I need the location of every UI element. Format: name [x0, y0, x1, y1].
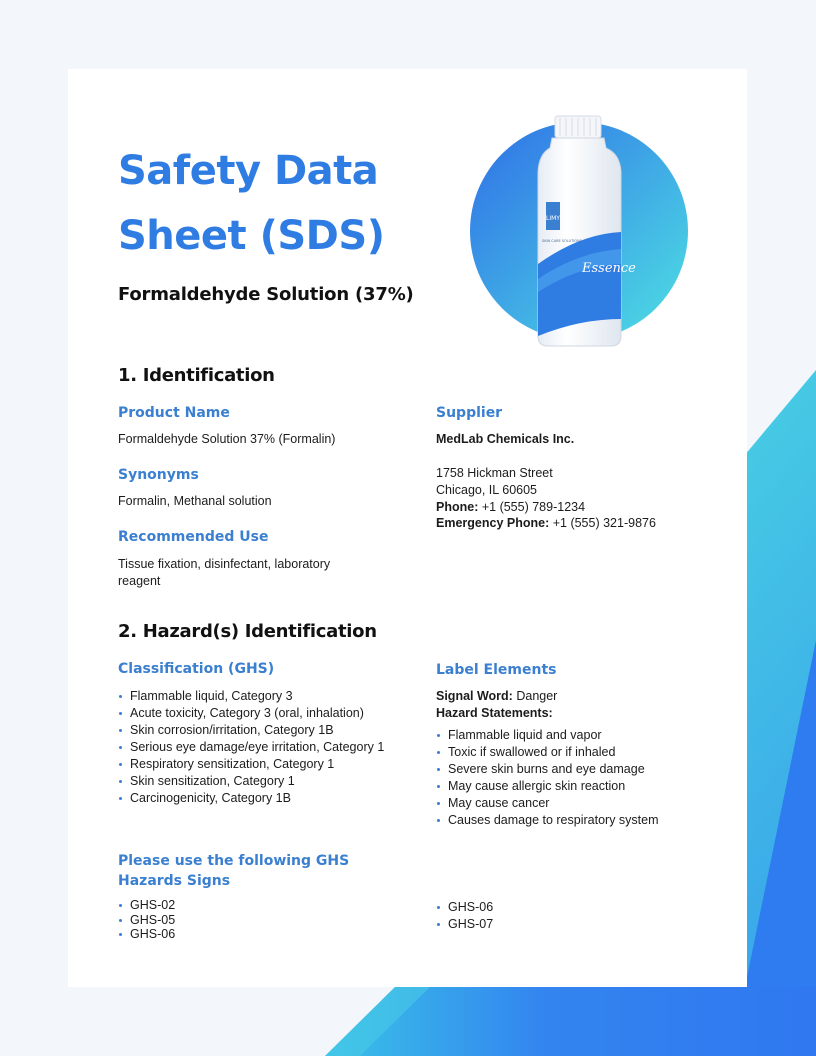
signal-word [436, 688, 557, 705]
chemical-bottle-image [470, 114, 692, 349]
classification-label: Classification (GHS) [118, 661, 275, 677]
sds-document-card [68, 69, 747, 987]
list-item: GHS-06 [436, 899, 493, 916]
supplier-label: Supplier [436, 405, 503, 421]
page-title: Safety Data Sheet (SDS) [118, 148, 385, 259]
label-elements-label: Label Elements [436, 662, 557, 678]
list-item: GHS-07 [436, 916, 493, 933]
signal-word-label: Signal Word: [436, 689, 513, 703]
section-hazards-heading: 2. Hazard(s) Identification [118, 621, 377, 642]
supplier-address-line2: Chicago, IL 60605 [436, 483, 538, 497]
list-item: GHS-02 [118, 898, 175, 913]
bottle-small-text: SKIN CARE SOLUTIONS [542, 239, 582, 243]
list-item: Carcinogenicity, Category 1B [118, 790, 388, 807]
bottle-brand-script: Essence [582, 261, 636, 276]
hazard-statements-label: Hazard Statements: [436, 706, 553, 720]
supplier-phone [436, 499, 585, 516]
ghs-signs-left-list [118, 898, 175, 942]
product-name-value: Formaldehyde Solution 37% (Formalin) [118, 432, 336, 446]
bottle-logo-text: LIMY [546, 215, 560, 222]
supplier-name: MedLab Chemicals Inc. [436, 432, 575, 446]
list-item: May cause cancer [436, 795, 716, 812]
section-identification-heading: 1. Identification [118, 365, 275, 386]
phone-value: +1 (555) 789-1234 [481, 500, 586, 514]
list-item: GHS-05 [118, 913, 175, 928]
emergency-phone-label: Emergency Phone: [436, 516, 550, 530]
list-item: Flammable liquid, Category 3 [118, 688, 388, 705]
phone-label: Phone: [436, 500, 479, 514]
supplier-emergency-phone [436, 515, 656, 532]
ghs-signs-right-list [436, 899, 493, 933]
hazard-statements-list [436, 727, 716, 829]
list-item: Flammable liquid and vapor [436, 727, 716, 744]
list-item: Skin corrosion/irritation, Category 1B [118, 722, 388, 739]
recommended-use-label: Recommended Use [118, 529, 269, 545]
list-item: Skin sensitization, Category 1 [118, 773, 388, 790]
product-name-label: Product Name [118, 405, 230, 421]
signal-word-value: Danger [516, 689, 558, 703]
supplier-address-line1: 1758 Hickman Street [436, 466, 553, 480]
emergency-phone-value: +1 (555) 321-9876 [552, 516, 656, 530]
list-item: Serious eye damage/eye irritation, Category 1 [118, 739, 388, 756]
list-item: Acute toxicity, Category 3 (oral, inhalation) [118, 705, 388, 722]
list-item: Severe skin burns and eye damage [436, 761, 716, 778]
synonyms-value: Formalin, Methanal solution [118, 494, 272, 508]
list-item: Toxic if swallowed or if inhaled [436, 744, 716, 761]
classification-list [118, 688, 388, 807]
recommended-use-value: Tissue fixation, disinfectant, laboratory reagent [118, 557, 331, 588]
list-item: Causes damage to respiratory system [436, 812, 716, 829]
page-subtitle: Formaldehyde Solution (37%) [118, 284, 414, 305]
list-item: GHS-06 [118, 927, 175, 942]
synonyms-label: Synonyms [118, 467, 199, 483]
ghs-signs-label: Please use the following GHS Hazards Signs [118, 853, 350, 889]
list-item: Respiratory sensitization, Category 1 [118, 756, 388, 773]
list-item: May cause allergic skin reaction [436, 778, 716, 795]
